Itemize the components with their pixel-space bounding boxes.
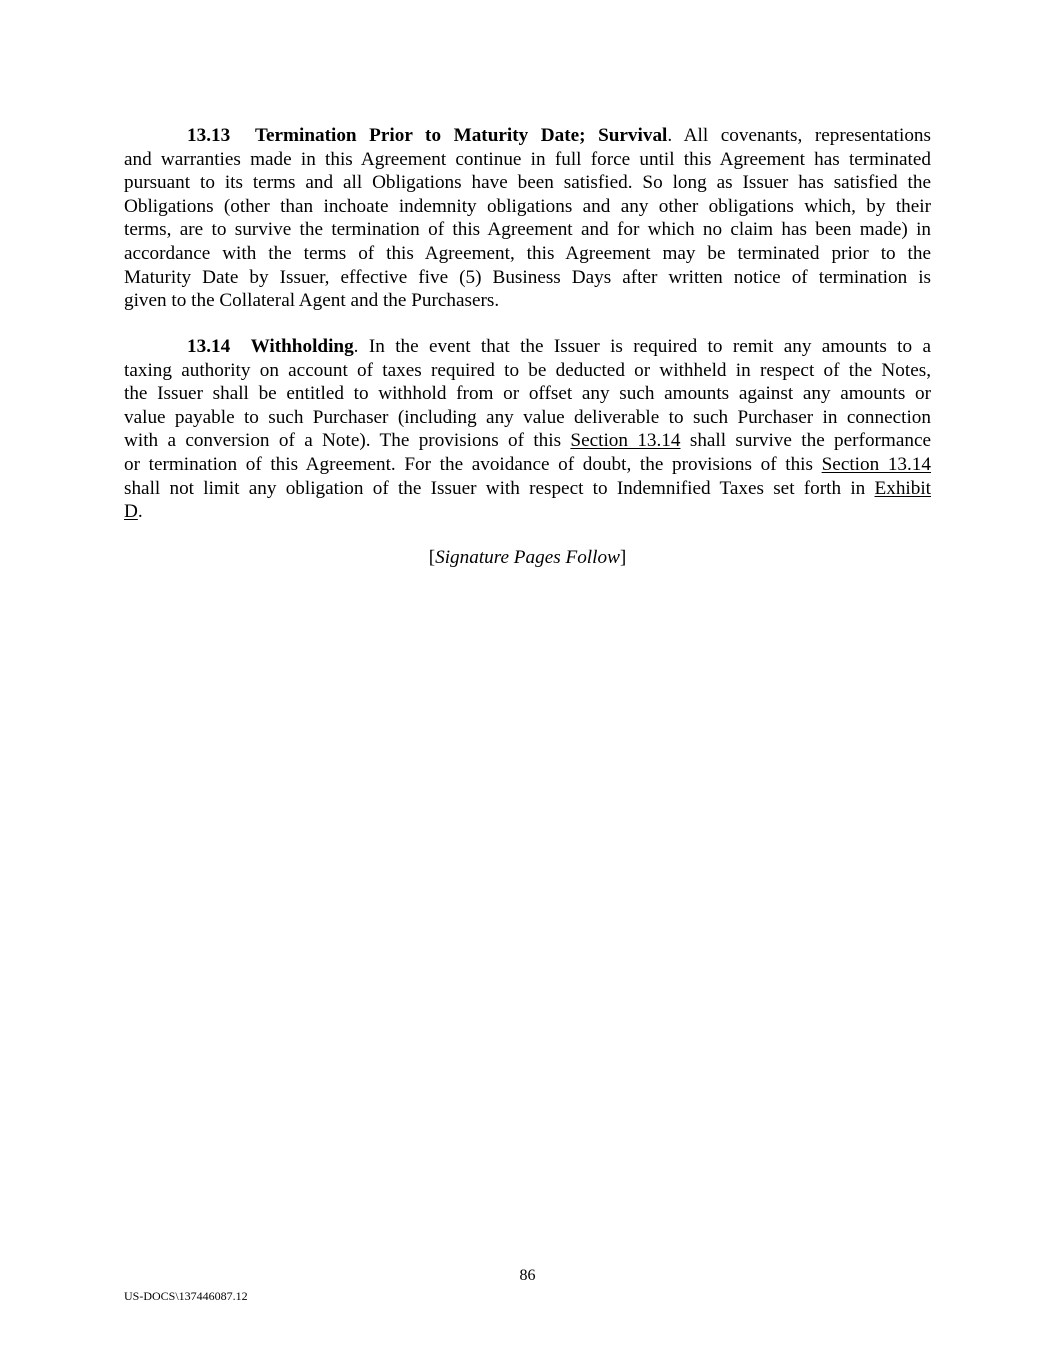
text-line [124, 289, 931, 313]
cross-reference-link[interactable]: D [124, 501, 138, 523]
text-line [124, 453, 931, 477]
bracket-open: [ [428, 547, 436, 568]
document-id: US-DOCS\137446087.12 [124, 1289, 248, 1303]
text-line [124, 266, 931, 290]
text-line [124, 242, 931, 266]
text-segment: with a conversion of a Note). The provisions of this [124, 430, 571, 452]
text-line [124, 406, 931, 430]
text-segment: . [137, 501, 143, 523]
text-segment: Obligations (other than inchoate indemnity obligations and any other obligations which, by their [124, 195, 931, 217]
text-segment: pursuant to its terms and all Obligations have been satisfied. So long as Issuer has satisfied the [124, 172, 931, 194]
text-segment: accordance with the terms of this Agreement, this Agreement may be terminated prior to the [124, 242, 931, 264]
text-line [124, 218, 931, 242]
text-line [124, 429, 931, 453]
text-segment: . In the event that the Issuer is required to remit any amounts to a [353, 336, 931, 357]
text-line [124, 359, 931, 383]
signature-pages-follow-note [0, 546, 1055, 570]
text-segment: Maturity Date by Issuer, effective five (5) Business Days after written notice of termination is [124, 266, 931, 288]
bracket-close: ] [619, 547, 627, 568]
text-line [124, 171, 931, 195]
signature-note-text: Signature Pages Follow [435, 547, 620, 568]
text-segment: . All covenants, representations [667, 125, 931, 146]
text-line [124, 382, 931, 406]
text-segment: terms, are to survive the termination of this Agreement and for which no claim has been made) in [124, 219, 931, 241]
text-line [124, 477, 931, 501]
text-line [124, 500, 931, 524]
section-heading: 13.13 Termination Prior to Maturity Date; Survival [187, 125, 668, 146]
text-line [124, 124, 931, 148]
text-segment: taxing authority on account of taxes required to be deducted or withheld in respect of the Notes, [124, 359, 931, 381]
cross-reference-link[interactable]: Exhibit [874, 477, 931, 499]
text-segment: and warranties made in this Agreement continue in full force until this Agreement has terminated [124, 148, 931, 170]
text-segment: or termination of this Agreement. For the avoidance of doubt, the provisions of this [124, 453, 822, 475]
section-13-14-paragraph [124, 335, 931, 524]
cross-reference-link[interactable]: Section 13.14 [570, 430, 681, 452]
text-segment: given to the Collateral Agent and the Purchasers. [124, 290, 500, 312]
text-segment: value payable to such Purchaser (including any value deliverable to such Purchaser in connection [124, 406, 931, 428]
text-line [124, 195, 931, 219]
section-13-13-paragraph [124, 124, 931, 313]
page-number: 86 [519, 1267, 536, 1284]
text-segment: shall not limit any obligation of the Issuer with respect to Indemnified Taxes set forth in [124, 477, 875, 499]
text-line [124, 335, 931, 359]
section-heading: 13.14 Withholding [187, 336, 354, 357]
text-line [124, 148, 931, 172]
cross-reference-link[interactable]: Section 13.14 [821, 453, 931, 475]
text-segment: the Issuer shall be entitled to withhold from or offset any such amounts against any amounts or [124, 383, 931, 405]
text-segment: shall survive the performance [680, 430, 931, 452]
